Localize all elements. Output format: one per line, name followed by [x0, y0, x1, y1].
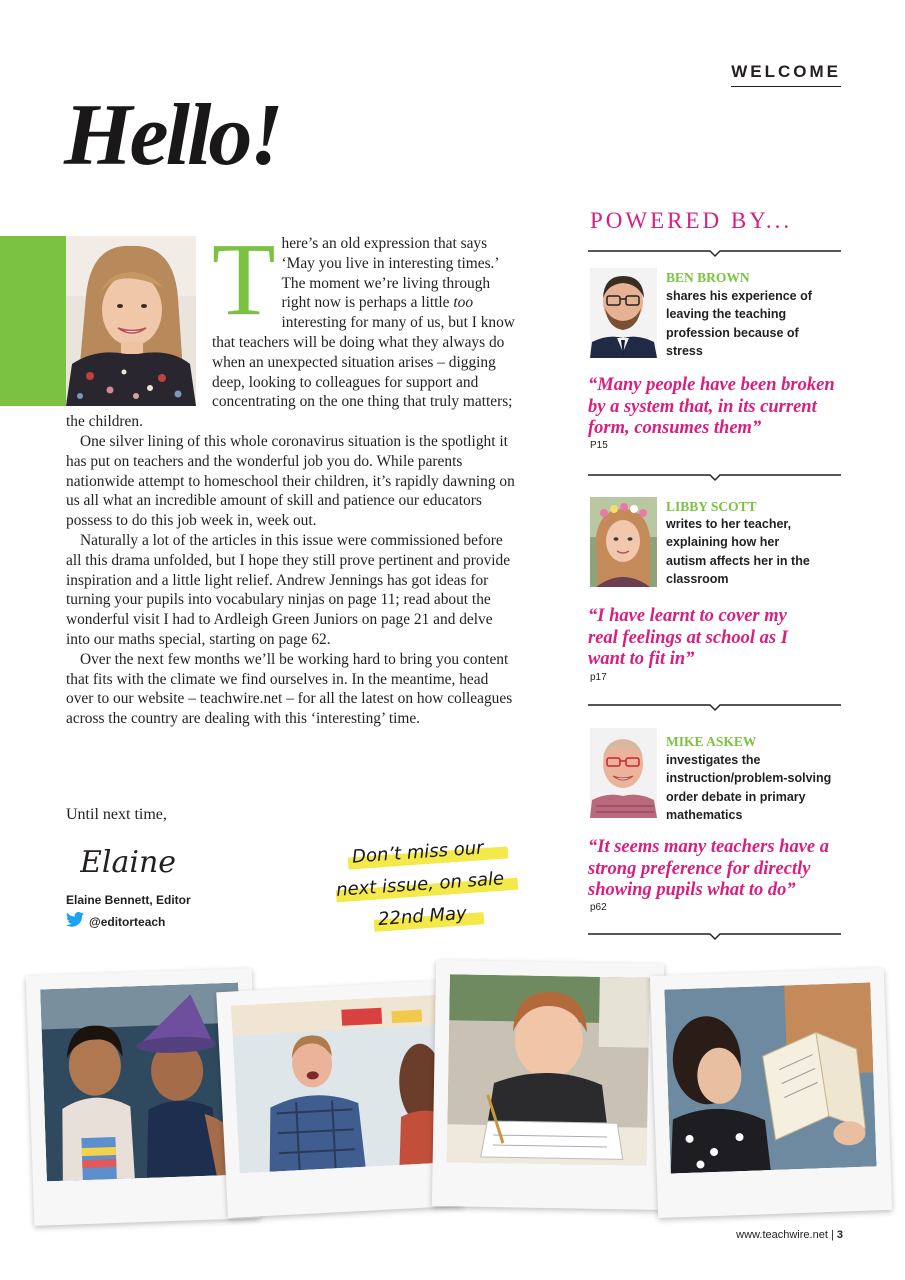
twitter-link[interactable] — [66, 912, 165, 931]
paragraph-1: here’s an old expression that says ‘May you live in interesting times.’ The moment we’re living through right now is perhaps a little too interesting for many of us, but I know that teachers will be doing what they always do when an unexpected situation arises – digging deep, looking to colleagues for support and concentrating on the one thing that truly matters; the children. — [66, 235, 515, 431]
contributor-photo-libby-scott — [590, 497, 657, 587]
twitter-icon — [66, 912, 84, 931]
paragraph-4: Over the next few months we’ll be working hard to bring you content that fits with the climate we find ourselves in. In the meantime, head over to our website – teachwire.net – for all the latest on how colleagues across the country are dealing with this ‘interesting’ time. — [66, 650, 513, 728]
promo-line-2: next issue, on sale — [335, 868, 505, 901]
signoff: Until next time, — [66, 806, 167, 823]
page-headline: Hello! — [64, 87, 281, 184]
next-issue-promo — [330, 838, 525, 938]
classroom-photo-2 — [216, 980, 464, 1218]
green-accent-bar — [0, 236, 66, 406]
editor-name: Elaine Bennett, Editor — [66, 893, 191, 907]
promo-line-3: 22nd May — [377, 902, 468, 931]
divider — [588, 700, 841, 712]
contributor-description: investigates the instruction/problem-solving order debate in primary mathematics — [666, 753, 832, 822]
classroom-photo-4 — [650, 968, 892, 1218]
svg-text:Elaine: Elaine — [80, 845, 177, 880]
drop-cap: T — [212, 222, 276, 337]
page-reference: p62 — [590, 902, 607, 913]
section-label: WELCOME — [731, 62, 841, 87]
paragraph-3: Naturally a lot of the articles in this issue were commissioned before all this drama unfolded, but I hope they still prove pertinent and provide inspiration and a little light relief. Andrew Jennings has got ideas for turning your pupils into vocabulary ninjas on page 11; read about the wonderful visit I had to Ardleigh Green Juniors on page 21 and delve into our maths special, starting on page 62. — [66, 531, 511, 648]
website-url[interactable]: www.teachwire.net — [736, 1229, 828, 1241]
signature — [80, 840, 180, 888]
contributor-photo-mike-askew — [590, 728, 657, 818]
contributor-name: BEN BROWN — [666, 270, 750, 285]
page-reference: p17 — [590, 672, 607, 683]
contributor-description: shares his experience of leaving the teaching profession because of stress — [666, 289, 812, 358]
divider — [588, 470, 841, 482]
promo-line-1: Don’t miss our — [351, 837, 485, 868]
page-reference: P15 — [590, 440, 608, 451]
contributor-description: writes to her teacher, explaining how her autism affects her in the classroom — [666, 517, 810, 586]
divider — [588, 929, 841, 941]
page-footer: www.teachwire.net | 3 — [736, 1229, 843, 1241]
pull-quote: “It seems many teachers have a strong preference for directly showing pupils what to do” — [588, 837, 829, 900]
page-number: 3 — [836, 1229, 843, 1241]
paragraph-2: One silver lining of this whole coronavirus situation is the spotlight it has put on teachers and the wonderful job you do. While parents nationwide attempt to homeschool their children, it’s rapidly dawning on us all what an incredible amount of skill and patience our educators possess to do this job week in, week out. — [66, 432, 515, 530]
divider — [588, 246, 841, 258]
contributor-name: LIBBY SCOTT — [666, 499, 757, 514]
pull-quote: “Many people have been broken by a system that, in its current form, consumes them” — [588, 375, 835, 438]
contributor-name: MIKE ASKEW — [666, 734, 757, 749]
twitter-handle: @editorteach — [89, 914, 166, 929]
editorial-text — [66, 222, 518, 729]
contributor-photo-ben-brown — [590, 268, 657, 358]
powered-by-title: POWERED BY... — [590, 208, 793, 233]
pull-quote: “I have learnt to cover my real feelings at school as I want to fit in” — [588, 606, 788, 669]
classroom-photo-3 — [432, 960, 664, 1210]
